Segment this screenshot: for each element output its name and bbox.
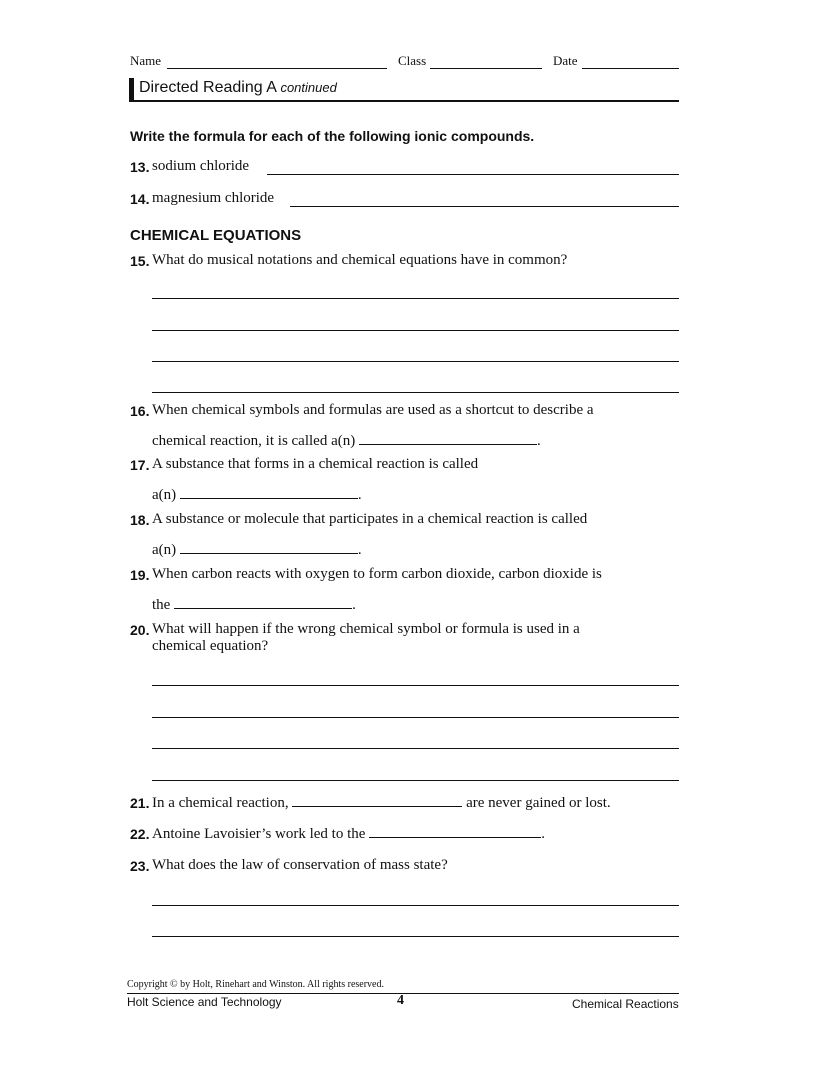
- q18-answer-blank[interactable]: [180, 541, 358, 554]
- q22-before: Antoine Lavoisier’s work led to the: [152, 826, 366, 842]
- section-heading: CHEMICAL EQUATIONS: [130, 227, 302, 244]
- q14-number: 14.: [130, 191, 150, 207]
- name-label: Name: [130, 53, 162, 68]
- publisher: Holt Science and Technology: [127, 995, 282, 1009]
- q20-line2: chemical equation?: [152, 638, 269, 654]
- q21-line: [152, 794, 611, 812]
- q18-line2: [152, 541, 362, 559]
- q19-answer-blank[interactable]: [174, 596, 352, 609]
- q15-answer-line-4[interactable]: [152, 392, 679, 393]
- class-label: Class: [398, 53, 427, 68]
- page-number: 4: [397, 993, 404, 1008]
- q21-answer-blank[interactable]: [292, 794, 462, 807]
- q16-period: .: [536, 433, 541, 449]
- q19-prompt: the: [152, 597, 171, 613]
- chapter-title: Chemical Reactions: [572, 997, 679, 1011]
- q22-number: 22.: [130, 826, 150, 842]
- q16-number: 16.: [130, 403, 150, 419]
- q19-period: .: [352, 597, 356, 613]
- q13-text: sodium chloride: [152, 158, 250, 174]
- q16-answer-blank[interactable]: [359, 432, 537, 445]
- q23-answer-line-2[interactable]: [152, 936, 679, 937]
- q23-answer-line-1[interactable]: [152, 905, 679, 906]
- q17-number: 17.: [130, 457, 150, 473]
- q17-line2: [152, 486, 362, 504]
- q15-text: What do musical notations and chemical equations have in common?: [152, 252, 568, 268]
- q21-before: In a chemical reaction,: [152, 795, 289, 811]
- section-title: [139, 79, 337, 97]
- q18-number: 18.: [130, 512, 150, 528]
- q22-line: [152, 825, 545, 843]
- q21-number: 21.: [130, 795, 150, 811]
- q19-number: 19.: [130, 567, 150, 583]
- q20-answer-line-2[interactable]: [152, 717, 679, 718]
- q22-answer-blank[interactable]: [369, 825, 541, 838]
- copyright: Copyright © by Holt, Rinehart and Winston. All rights reserved.: [127, 979, 384, 990]
- q13-number: 13.: [130, 159, 150, 175]
- q20-number: 20.: [130, 622, 150, 638]
- date-label: Date: [553, 53, 578, 68]
- q16-line2: [152, 432, 541, 450]
- section-marker: [129, 78, 134, 100]
- name-field[interactable]: [167, 68, 387, 69]
- q18-line1: A substance or molecule that participates in a chemical reaction is called: [152, 511, 588, 527]
- q21-after: are never gained or lost.: [466, 795, 611, 811]
- section-title-text: Directed Reading A: [139, 79, 276, 96]
- q14-answer-line[interactable]: [290, 206, 679, 207]
- q13-answer-line[interactable]: [267, 174, 679, 175]
- q23-text: What does the law of conservation of mass state?: [152, 857, 448, 873]
- section-continued: continued: [280, 80, 337, 95]
- q17-line1: A substance that forms in a chemical reaction is called: [152, 456, 479, 472]
- q17-prompt: a(n): [152, 487, 177, 503]
- q19-line1: When carbon reacts with oxygen to form carbon dioxide, carbon dioxide is: [152, 566, 602, 582]
- q20-answer-line-3[interactable]: [152, 748, 679, 749]
- q20-answer-line-4[interactable]: [152, 780, 679, 781]
- q14-text: magnesium chloride: [152, 190, 275, 206]
- q18-prompt: a(n): [152, 542, 177, 558]
- q16-prompt: chemical reaction, it is called a(n): [152, 433, 356, 449]
- q15-answer-line-1[interactable]: [152, 298, 679, 299]
- q22-period: .: [541, 826, 545, 842]
- q16-line1: When chemical symbols and formulas are used as a shortcut to describe a: [152, 402, 594, 418]
- class-field[interactable]: [430, 68, 542, 69]
- q15-answer-line-3[interactable]: [152, 361, 679, 362]
- q20-line1: What will happen if the wrong chemical symbol or formula is used in a: [152, 621, 580, 637]
- instructions: Write the formula for each of the following ionic compounds.: [130, 128, 535, 144]
- q18-period: .: [357, 542, 362, 558]
- q17-period: .: [357, 487, 362, 503]
- date-field[interactable]: [582, 68, 679, 69]
- q20-answer-line-1[interactable]: [152, 685, 679, 686]
- q15-number: 15.: [130, 253, 150, 269]
- q15-answer-line-2[interactable]: [152, 330, 679, 331]
- q17-answer-blank[interactable]: [180, 486, 358, 499]
- q19-line2: [152, 596, 356, 614]
- header-rule: [129, 100, 679, 102]
- q23-number: 23.: [130, 858, 150, 874]
